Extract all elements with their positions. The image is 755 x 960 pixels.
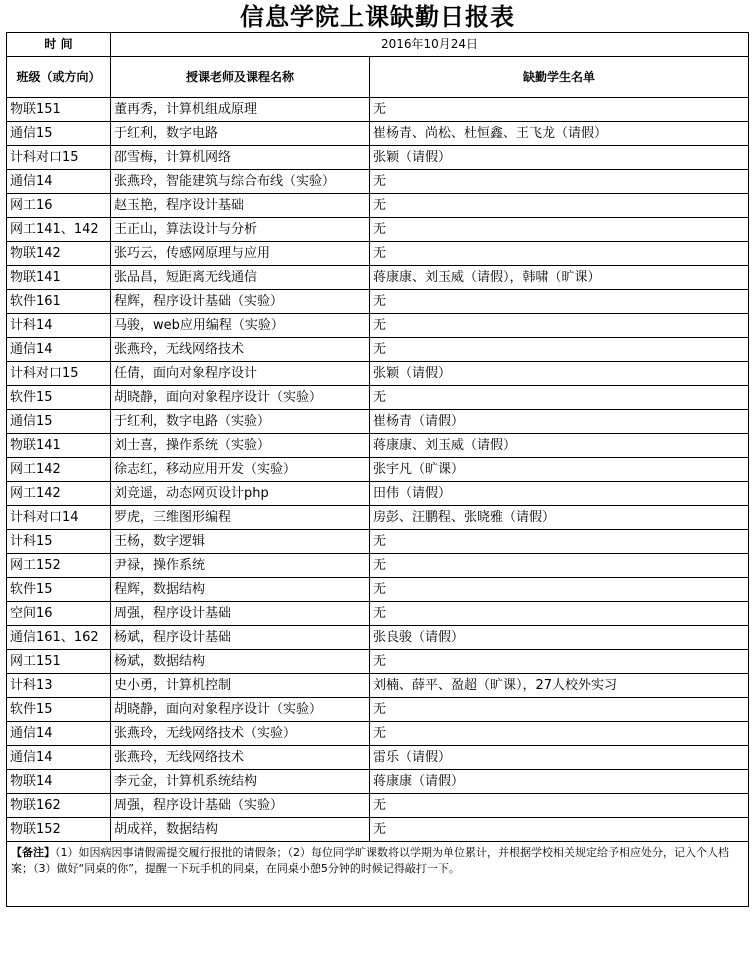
table-row xyxy=(7,506,749,530)
table-row xyxy=(7,170,749,194)
absent-students-cell: 无 xyxy=(370,338,749,362)
teacher-course-cell: 任倩，面向对象程序设计 xyxy=(111,362,370,386)
time-label: 时 间 xyxy=(7,33,111,57)
table-row xyxy=(7,794,749,818)
table-row xyxy=(7,578,749,602)
absent-students-cell: 无 xyxy=(370,554,749,578)
class-cell: 物联14 xyxy=(7,770,111,794)
absent-students-cell: 无 xyxy=(370,194,749,218)
table-row xyxy=(7,362,749,386)
class-cell: 物联141 xyxy=(7,266,111,290)
absent-students-cell: 刘楠、薛平、盈超（旷课），27人校外实习 xyxy=(370,674,749,698)
absent-students-cell: 张宇凡（旷课） xyxy=(370,458,749,482)
table-row xyxy=(7,122,749,146)
class-cell: 计科15 xyxy=(7,530,111,554)
class-cell: 网工152 xyxy=(7,554,111,578)
class-cell: 网工141、142 xyxy=(7,218,111,242)
absent-students-cell: 无 xyxy=(370,818,749,842)
table-row xyxy=(7,410,749,434)
class-cell: 软件15 xyxy=(7,578,111,602)
absent-students-cell: 蒋康康、刘玉威（请假） xyxy=(370,434,749,458)
teacher-course-cell: 胡晓静，面向对象程序设计（实验） xyxy=(111,386,370,410)
teacher-course-cell: 周强，程序设计基础 xyxy=(111,602,370,626)
page-title: 信息学院上课缺勤日报表 xyxy=(240,2,515,31)
absent-students-cell: 无 xyxy=(370,314,749,338)
teacher-course-cell: 于红利，数字电路 xyxy=(111,122,370,146)
teacher-course-cell: 刘竞遥，动态网页设计php xyxy=(111,482,370,506)
absent-students-cell: 雷乐（请假） xyxy=(370,746,749,770)
teacher-course-cell: 杨斌，数据结构 xyxy=(111,650,370,674)
class-cell: 计科14 xyxy=(7,314,111,338)
teacher-course-cell: 王杨，数字逻辑 xyxy=(111,530,370,554)
note-text: （1）如因病因事请假需提交履行报批的请假条；（2）每位同学旷课数将以学期为单位累计，并根据学校相关规定给予相应处分，记入个人档案；（3）做好“同桌的你”，提醒一下玩手机的同桌，在同桌小憩5分钟的时候记得敲打一下。 xyxy=(11,846,729,875)
col-class-header: 班级（或方向） xyxy=(7,57,111,98)
absent-students-cell: 崔杨青（请假） xyxy=(370,410,749,434)
class-cell: 通信14 xyxy=(7,170,111,194)
absent-students-cell: 张颖（请假） xyxy=(370,146,749,170)
teacher-course-cell: 于红利，数字电路（实验） xyxy=(111,410,370,434)
teacher-course-cell: 张燕玲，无线网络技术 xyxy=(111,338,370,362)
note-label: 【备注】 xyxy=(11,846,55,859)
absent-students-cell: 无 xyxy=(370,242,749,266)
class-cell: 物联141 xyxy=(7,434,111,458)
absent-students-cell: 无 xyxy=(370,578,749,602)
teacher-course-cell: 周强，程序设计基础（实验） xyxy=(111,794,370,818)
table-row xyxy=(7,722,749,746)
absent-students-cell: 无 xyxy=(370,530,749,554)
teacher-course-cell: 张品昌，短距离无线通信 xyxy=(111,266,370,290)
class-cell: 通信15 xyxy=(7,122,111,146)
absent-students-cell: 无 xyxy=(370,386,749,410)
table-row xyxy=(7,314,749,338)
class-cell: 软件15 xyxy=(7,386,111,410)
teacher-course-cell: 马骏，web应用编程（实验） xyxy=(111,314,370,338)
table-row xyxy=(7,674,749,698)
teacher-course-cell: 李元金，计算机系统结构 xyxy=(111,770,370,794)
date-row xyxy=(7,33,749,57)
table-row xyxy=(7,626,749,650)
absent-students-cell: 张颖（请假） xyxy=(370,362,749,386)
table-row xyxy=(7,698,749,722)
class-cell: 通信15 xyxy=(7,410,111,434)
class-cell: 软件15 xyxy=(7,698,111,722)
teacher-course-cell: 徐志红，移动应用开发（实验） xyxy=(111,458,370,482)
table-row xyxy=(7,266,749,290)
column-header-row xyxy=(7,57,749,98)
absent-students-cell: 无 xyxy=(370,722,749,746)
table-row xyxy=(7,98,749,122)
class-cell: 通信14 xyxy=(7,746,111,770)
teacher-course-cell: 胡晓静，面向对象程序设计（实验） xyxy=(111,698,370,722)
table-body xyxy=(7,33,749,907)
class-cell: 网工142 xyxy=(7,482,111,506)
col-absent-header: 缺勤学生名单 xyxy=(370,57,749,98)
teacher-course-cell: 程辉，程序设计基础（实验） xyxy=(111,290,370,314)
absent-students-cell: 无 xyxy=(370,218,749,242)
absent-students-cell: 无 xyxy=(370,698,749,722)
teacher-course-cell: 张燕玲，无线网络技术 xyxy=(111,746,370,770)
teacher-course-cell: 邵雪梅，计算机网络 xyxy=(111,146,370,170)
class-cell: 物联142 xyxy=(7,242,111,266)
absent-students-cell: 无 xyxy=(370,602,749,626)
table-row xyxy=(7,218,749,242)
absent-students-cell: 田伟（请假） xyxy=(370,482,749,506)
absent-students-cell: 蒋康康（请假） xyxy=(370,770,749,794)
absent-students-cell: 无 xyxy=(370,794,749,818)
table-row xyxy=(7,242,749,266)
class-cell: 网工16 xyxy=(7,194,111,218)
table-row xyxy=(7,482,749,506)
class-cell: 通信14 xyxy=(7,338,111,362)
class-cell: 物联151 xyxy=(7,98,111,122)
table-row xyxy=(7,746,749,770)
note-row xyxy=(7,842,749,907)
class-cell: 空间16 xyxy=(7,602,111,626)
absent-students-cell: 崔杨青、尚松、杜恒鑫、王飞龙（请假） xyxy=(370,122,749,146)
absent-students-cell: 张良骏（请假） xyxy=(370,626,749,650)
class-cell: 通信161、162 xyxy=(7,626,111,650)
report-date: 2016年10月24日 xyxy=(111,33,749,57)
teacher-course-cell: 史小勇，计算机控制 xyxy=(111,674,370,698)
table-row xyxy=(7,146,749,170)
col-teacher-header: 授课老师及课程名称 xyxy=(111,57,370,98)
note-cell xyxy=(7,842,749,907)
table-row xyxy=(7,290,749,314)
absent-students-cell: 房彭、汪鹏程、张晓雅（请假） xyxy=(370,506,749,530)
table-row xyxy=(7,194,749,218)
teacher-course-cell: 胡成祥，数据结构 xyxy=(111,818,370,842)
teacher-course-cell: 董再秀，计算机组成原理 xyxy=(111,98,370,122)
teacher-course-cell: 赵玉艳，程序设计基础 xyxy=(111,194,370,218)
teacher-course-cell: 尹禄，操作系统 xyxy=(111,554,370,578)
teacher-course-cell: 王正山，算法设计与分析 xyxy=(111,218,370,242)
class-cell: 物联152 xyxy=(7,818,111,842)
class-cell: 网工142 xyxy=(7,458,111,482)
table-row xyxy=(7,338,749,362)
table-row xyxy=(7,650,749,674)
absent-students-cell: 无 xyxy=(370,290,749,314)
teacher-course-cell: 张燕玲，无线网络技术（实验） xyxy=(111,722,370,746)
class-cell: 计科对口14 xyxy=(7,506,111,530)
class-cell: 计科对口15 xyxy=(7,362,111,386)
teacher-course-cell: 张燕玲，智能建筑与综合布线（实验） xyxy=(111,170,370,194)
table-row xyxy=(7,434,749,458)
absence-table xyxy=(6,32,749,907)
class-cell: 通信14 xyxy=(7,722,111,746)
table-row xyxy=(7,818,749,842)
class-cell: 网工151 xyxy=(7,650,111,674)
table-row xyxy=(7,530,749,554)
table-row xyxy=(7,770,749,794)
class-cell: 物联162 xyxy=(7,794,111,818)
absent-students-cell: 无 xyxy=(370,170,749,194)
teacher-course-cell: 杨斌，程序设计基础 xyxy=(111,626,370,650)
class-cell: 计科对口15 xyxy=(7,146,111,170)
table-row xyxy=(7,554,749,578)
absent-students-cell: 无 xyxy=(370,98,749,122)
teacher-course-cell: 罗虎，三维图形编程 xyxy=(111,506,370,530)
table-row xyxy=(7,602,749,626)
absent-students-cell: 无 xyxy=(370,650,749,674)
class-cell: 计科13 xyxy=(7,674,111,698)
teacher-course-cell: 张巧云，传感网原理与应用 xyxy=(111,242,370,266)
teacher-course-cell: 程辉，数据结构 xyxy=(111,578,370,602)
table-row xyxy=(7,458,749,482)
table-row xyxy=(7,386,749,410)
teacher-course-cell: 刘士喜，操作系统（实验） xyxy=(111,434,370,458)
absent-students-cell: 蒋康康、刘玉威（请假），韩啸（旷课） xyxy=(370,266,749,290)
class-cell: 软件161 xyxy=(7,290,111,314)
